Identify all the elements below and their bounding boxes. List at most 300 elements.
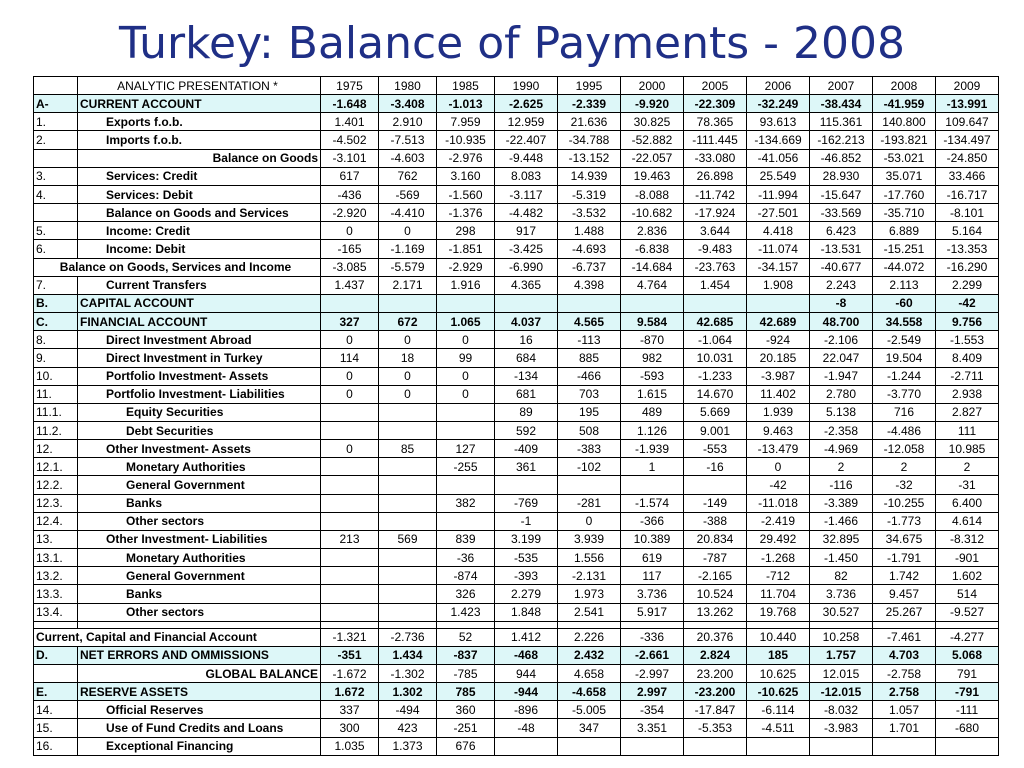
value-cell: 1.437	[321, 276, 379, 294]
year-header-cell: 2006	[747, 77, 810, 95]
value-cell: 0	[379, 385, 437, 403]
value-cell: 0	[321, 440, 379, 458]
value-cell: -4.511	[747, 719, 810, 737]
value-cell	[379, 512, 437, 530]
value-cell: 4.703	[873, 646, 936, 664]
value-cell: 839	[437, 530, 495, 548]
value-cell	[437, 476, 495, 494]
spacer-cell	[621, 621, 684, 628]
row-label: Equity Securities	[78, 403, 321, 421]
row-code: 14.	[34, 701, 78, 719]
value-cell: -2.165	[684, 567, 747, 585]
row-label: Balance on Goods, Services and Income	[34, 258, 321, 276]
row-code: 5.	[34, 222, 78, 240]
row-code: 11.	[34, 385, 78, 403]
value-cell: -16	[684, 458, 747, 476]
value-cell: -1.244	[873, 367, 936, 385]
value-cell: 9.584	[621, 313, 684, 331]
value-cell: 8.409	[936, 349, 999, 367]
spacer-cell	[78, 621, 321, 628]
value-cell	[437, 403, 495, 421]
table-row	[34, 737, 999, 755]
value-cell: -5.319	[558, 185, 621, 203]
row-code: 13.1.	[34, 549, 78, 567]
value-cell: -17.847	[684, 701, 747, 719]
table-row	[34, 294, 999, 312]
value-cell: -13.152	[558, 149, 621, 167]
value-cell: -116	[810, 476, 873, 494]
value-cell: -27.501	[747, 204, 810, 222]
row-code: C.	[34, 313, 78, 331]
value-cell: -1.450	[810, 549, 873, 567]
value-cell	[437, 512, 495, 530]
value-cell: 115.361	[810, 113, 873, 131]
spacer-cell	[437, 621, 495, 628]
value-cell: 3.160	[437, 167, 495, 185]
value-cell	[379, 603, 437, 621]
value-cell: -3.117	[495, 185, 558, 203]
value-cell	[936, 737, 999, 755]
value-cell: 1.602	[936, 567, 999, 585]
value-cell: 1.401	[321, 113, 379, 131]
value-cell: -494	[379, 701, 437, 719]
value-cell: -42	[747, 476, 810, 494]
value-cell	[558, 294, 621, 312]
value-cell: 34.558	[873, 313, 936, 331]
row-code: 4.	[34, 185, 78, 203]
value-cell: -31	[936, 476, 999, 494]
value-cell	[437, 421, 495, 439]
row-label: Banks	[78, 585, 321, 603]
row-code: 7.	[34, 276, 78, 294]
value-cell: -11.994	[747, 185, 810, 203]
value-cell: 5.138	[810, 403, 873, 421]
value-cell	[684, 737, 747, 755]
value-cell: -388	[684, 512, 747, 530]
year-header-cell: 2005	[684, 77, 747, 95]
table-row	[34, 222, 999, 240]
value-cell	[321, 585, 379, 603]
value-cell: 42.685	[684, 313, 747, 331]
value-cell	[321, 549, 379, 567]
value-cell: -113	[558, 331, 621, 349]
value-cell: 2.836	[621, 222, 684, 240]
row-code: 1.	[34, 113, 78, 131]
value-cell: -5.579	[379, 258, 437, 276]
value-cell: -13.531	[810, 240, 873, 258]
value-cell: 676	[437, 737, 495, 755]
spacer-cell	[936, 621, 999, 628]
row-code	[34, 204, 78, 222]
table-row	[34, 683, 999, 701]
value-cell: -3.085	[321, 258, 379, 276]
value-cell: -32	[873, 476, 936, 494]
value-cell: -8.312	[936, 530, 999, 548]
table-row	[34, 149, 999, 167]
value-cell: -4.486	[873, 421, 936, 439]
row-label: Exceptional Financing	[78, 737, 321, 755]
value-cell: -17.924	[684, 204, 747, 222]
value-cell: -2.419	[747, 512, 810, 530]
value-cell: 117	[621, 567, 684, 585]
value-cell: 1.939	[747, 403, 810, 421]
value-cell: -1.574	[621, 494, 684, 512]
table-row	[34, 494, 999, 512]
value-cell: -41.959	[873, 95, 936, 113]
value-cell: 489	[621, 403, 684, 421]
value-cell: 1.973	[558, 585, 621, 603]
value-cell: -351	[321, 646, 379, 664]
value-cell: 0	[321, 222, 379, 240]
value-cell: -2.997	[621, 665, 684, 683]
value-cell: 0	[437, 331, 495, 349]
value-cell: 1.916	[437, 276, 495, 294]
row-label: Debt Securities	[78, 421, 321, 439]
table-row	[34, 440, 999, 458]
table-row	[34, 240, 999, 258]
row-label: Monetary Authorities	[78, 549, 321, 567]
value-cell: 3.939	[558, 530, 621, 548]
value-cell: -34.157	[747, 258, 810, 276]
value-cell: 12.959	[495, 113, 558, 131]
value-cell: 9.001	[684, 421, 747, 439]
value-cell: 327	[321, 313, 379, 331]
value-cell: 0	[321, 385, 379, 403]
value-cell: -1.791	[873, 549, 936, 567]
value-cell: 93.613	[747, 113, 810, 131]
year-header-cell: 2000	[621, 77, 684, 95]
table-row	[34, 512, 999, 530]
value-cell: 337	[321, 701, 379, 719]
table-row	[34, 349, 999, 367]
value-cell: 10.985	[936, 440, 999, 458]
value-cell: 1.126	[621, 421, 684, 439]
value-cell: 1.373	[379, 737, 437, 755]
table-row	[34, 701, 999, 719]
value-cell: 52	[437, 628, 495, 646]
value-cell: 12.015	[810, 665, 873, 683]
value-cell: 13.262	[684, 603, 747, 621]
value-cell: 0	[437, 367, 495, 385]
value-cell: -35.710	[873, 204, 936, 222]
value-cell: 1.556	[558, 549, 621, 567]
value-cell: -9.448	[495, 149, 558, 167]
value-cell: 14.939	[558, 167, 621, 185]
value-cell: -15.647	[810, 185, 873, 203]
row-code: B.	[34, 294, 78, 312]
value-cell: -6.990	[495, 258, 558, 276]
value-cell: 11.704	[747, 585, 810, 603]
value-cell	[379, 494, 437, 512]
value-cell: 19.504	[873, 349, 936, 367]
row-code: 16.	[34, 737, 78, 755]
value-cell: -409	[495, 440, 558, 458]
value-cell: -11.018	[747, 494, 810, 512]
row-label: CAPITAL ACCOUNT	[78, 294, 321, 312]
value-cell: 32.895	[810, 530, 873, 548]
row-label: RESERVE ASSETS	[78, 683, 321, 701]
value-cell: 30.527	[810, 603, 873, 621]
value-cell: 3.736	[810, 585, 873, 603]
value-cell: -4.603	[379, 149, 437, 167]
value-cell: 10.389	[621, 530, 684, 548]
value-cell: 791	[936, 665, 999, 683]
year-header-cell: 1980	[379, 77, 437, 95]
value-cell: -1.648	[321, 95, 379, 113]
table-row	[34, 95, 999, 113]
value-cell: -6.114	[747, 701, 810, 719]
value-cell: 10.625	[747, 665, 810, 683]
value-cell: -2.106	[810, 331, 873, 349]
row-code: 3.	[34, 167, 78, 185]
value-cell: -6.737	[558, 258, 621, 276]
value-cell	[379, 567, 437, 585]
row-label: GLOBAL BALANCE	[78, 665, 321, 683]
value-cell: 2.997	[621, 683, 684, 701]
table-row	[34, 646, 999, 664]
value-cell: -4.969	[810, 440, 873, 458]
value-cell: -2.625	[495, 95, 558, 113]
value-cell: 0	[379, 331, 437, 349]
value-cell: 20.834	[684, 530, 747, 548]
value-cell: -837	[437, 646, 495, 664]
value-cell: 672	[379, 313, 437, 331]
value-cell: -134	[495, 367, 558, 385]
value-cell	[321, 476, 379, 494]
value-cell: 1.848	[495, 603, 558, 621]
year-header-cell: 1975	[321, 77, 379, 95]
value-cell	[684, 476, 747, 494]
value-cell: 619	[621, 549, 684, 567]
value-cell	[810, 737, 873, 755]
value-cell: 703	[558, 385, 621, 403]
value-cell: -2.711	[936, 367, 999, 385]
table-row	[34, 585, 999, 603]
value-cell	[379, 549, 437, 567]
value-cell: -5.005	[558, 701, 621, 719]
value-cell: -680	[936, 719, 999, 737]
value-cell: -48	[495, 719, 558, 737]
value-cell: -11.742	[684, 185, 747, 203]
value-cell: -535	[495, 549, 558, 567]
table-row	[34, 204, 999, 222]
spacer-cell	[810, 621, 873, 628]
value-cell: -4.693	[558, 240, 621, 258]
value-cell	[321, 603, 379, 621]
balance-of-payments-table	[33, 76, 999, 756]
value-cell: 684	[495, 349, 558, 367]
value-cell: -2.920	[321, 204, 379, 222]
value-cell	[321, 494, 379, 512]
value-cell: 99	[437, 349, 495, 367]
row-code: 2.	[34, 131, 78, 149]
row-label: Portfolio Investment- Assets	[78, 367, 321, 385]
header-label-cell: ANALYTIC PRESENTATION *	[78, 77, 321, 95]
value-cell: -1.939	[621, 440, 684, 458]
value-cell: -7.461	[873, 628, 936, 646]
value-cell: -2.736	[379, 628, 437, 646]
value-cell	[379, 585, 437, 603]
value-cell	[747, 294, 810, 312]
value-cell: 2.780	[810, 385, 873, 403]
value-cell: 2	[873, 458, 936, 476]
value-cell: -12.058	[873, 440, 936, 458]
value-cell: -593	[621, 367, 684, 385]
value-cell: 681	[495, 385, 558, 403]
row-code: E.	[34, 683, 78, 701]
value-cell: -33.569	[810, 204, 873, 222]
value-cell: -712	[747, 567, 810, 585]
value-cell: -1.064	[684, 331, 747, 349]
value-cell: -1.672	[321, 665, 379, 683]
value-cell: -24.850	[936, 149, 999, 167]
value-cell: -102	[558, 458, 621, 476]
value-cell	[321, 512, 379, 530]
value-cell: 1.757	[810, 646, 873, 664]
value-cell: -1.268	[747, 549, 810, 567]
value-cell: 1.412	[495, 628, 558, 646]
value-cell: -22.057	[621, 149, 684, 167]
value-cell: 25.267	[873, 603, 936, 621]
value-cell: -2.661	[621, 646, 684, 664]
value-cell: 19.463	[621, 167, 684, 185]
value-cell: 2.171	[379, 276, 437, 294]
value-cell: 1.423	[437, 603, 495, 621]
row-label: Current Transfers	[78, 276, 321, 294]
value-cell: 18	[379, 349, 437, 367]
year-header-cell: 2009	[936, 77, 999, 95]
table-row	[34, 665, 999, 683]
value-cell: 4.614	[936, 512, 999, 530]
value-cell: -785	[437, 665, 495, 683]
row-code: 12.3.	[34, 494, 78, 512]
value-cell: 195	[558, 403, 621, 421]
value-cell: -4.658	[558, 683, 621, 701]
value-cell: 982	[621, 349, 684, 367]
value-cell: -436	[321, 185, 379, 203]
value-cell: -4.277	[936, 628, 999, 646]
table-row	[34, 276, 999, 294]
year-header-cell: 1985	[437, 77, 495, 95]
value-cell: 2.541	[558, 603, 621, 621]
slide-title: Turkey: Balance of Payments - 2008	[118, 18, 906, 69]
value-cell: 0	[379, 222, 437, 240]
value-cell: -6.838	[621, 240, 684, 258]
value-cell: -9.483	[684, 240, 747, 258]
value-cell: -791	[936, 683, 999, 701]
value-cell: -46.852	[810, 149, 873, 167]
row-code: 13.4.	[34, 603, 78, 621]
table-row	[34, 476, 999, 494]
value-cell: -393	[495, 567, 558, 585]
value-cell: 1	[621, 458, 684, 476]
table-row	[34, 131, 999, 149]
value-cell: -251	[437, 719, 495, 737]
value-cell: -870	[621, 331, 684, 349]
value-cell	[437, 294, 495, 312]
value-cell: 42.689	[747, 313, 810, 331]
value-cell: -3.983	[810, 719, 873, 737]
value-cell: -2.549	[873, 331, 936, 349]
value-cell: 1.454	[684, 276, 747, 294]
value-cell	[495, 737, 558, 755]
value-cell: 6.423	[810, 222, 873, 240]
value-cell: 3.736	[621, 585, 684, 603]
row-code: 12.	[34, 440, 78, 458]
value-cell: 28.930	[810, 167, 873, 185]
value-cell: -2.339	[558, 95, 621, 113]
table-row	[34, 313, 999, 331]
value-cell: 0	[321, 331, 379, 349]
value-cell: -1.553	[936, 331, 999, 349]
year-header-cell: 1995	[558, 77, 621, 95]
value-cell: -16.717	[936, 185, 999, 203]
table-row	[34, 385, 999, 403]
value-cell: 82	[810, 567, 873, 585]
value-cell: 5.164	[936, 222, 999, 240]
row-code: 8.	[34, 331, 78, 349]
value-cell: -13.991	[936, 95, 999, 113]
spacer-cell	[34, 621, 78, 628]
value-cell: -60	[873, 294, 936, 312]
row-code: D.	[34, 646, 78, 664]
value-cell: 127	[437, 440, 495, 458]
value-cell: 78.365	[684, 113, 747, 131]
value-cell: 1.672	[321, 683, 379, 701]
spacer-cell	[747, 621, 810, 628]
value-cell: 33.466	[936, 167, 999, 185]
value-cell: 6.889	[873, 222, 936, 240]
value-cell: 23.200	[684, 665, 747, 683]
value-cell	[321, 458, 379, 476]
value-cell: -149	[684, 494, 747, 512]
value-cell: -52.882	[621, 131, 684, 149]
value-cell: -1.773	[873, 512, 936, 530]
value-cell: -2.929	[437, 258, 495, 276]
value-cell: -9.527	[936, 603, 999, 621]
value-cell	[621, 294, 684, 312]
value-cell: 3.644	[684, 222, 747, 240]
value-cell: 3.199	[495, 530, 558, 548]
row-code: 11.2.	[34, 421, 78, 439]
value-cell: -193.821	[873, 131, 936, 149]
value-cell: 423	[379, 719, 437, 737]
spacer-cell	[684, 621, 747, 628]
value-cell: -3.987	[747, 367, 810, 385]
value-cell: 5.917	[621, 603, 684, 621]
value-cell: 1.742	[873, 567, 936, 585]
value-cell: -134.497	[936, 131, 999, 149]
value-cell: -7.513	[379, 131, 437, 149]
row-label: Imports f.o.b.	[78, 131, 321, 149]
value-cell: 9.457	[873, 585, 936, 603]
value-cell	[321, 567, 379, 585]
table-row	[34, 367, 999, 385]
value-cell: -924	[747, 331, 810, 349]
value-cell: -336	[621, 628, 684, 646]
value-cell: 592	[495, 421, 558, 439]
table-row	[34, 719, 999, 737]
value-cell: -23.200	[684, 683, 747, 701]
table-row	[34, 603, 999, 621]
value-cell: -32.249	[747, 95, 810, 113]
value-cell: -38.434	[810, 95, 873, 113]
value-cell: -11.074	[747, 240, 810, 258]
value-cell	[747, 737, 810, 755]
value-cell: 4.565	[558, 313, 621, 331]
value-cell: -53.021	[873, 149, 936, 167]
value-cell: -3.408	[379, 95, 437, 113]
